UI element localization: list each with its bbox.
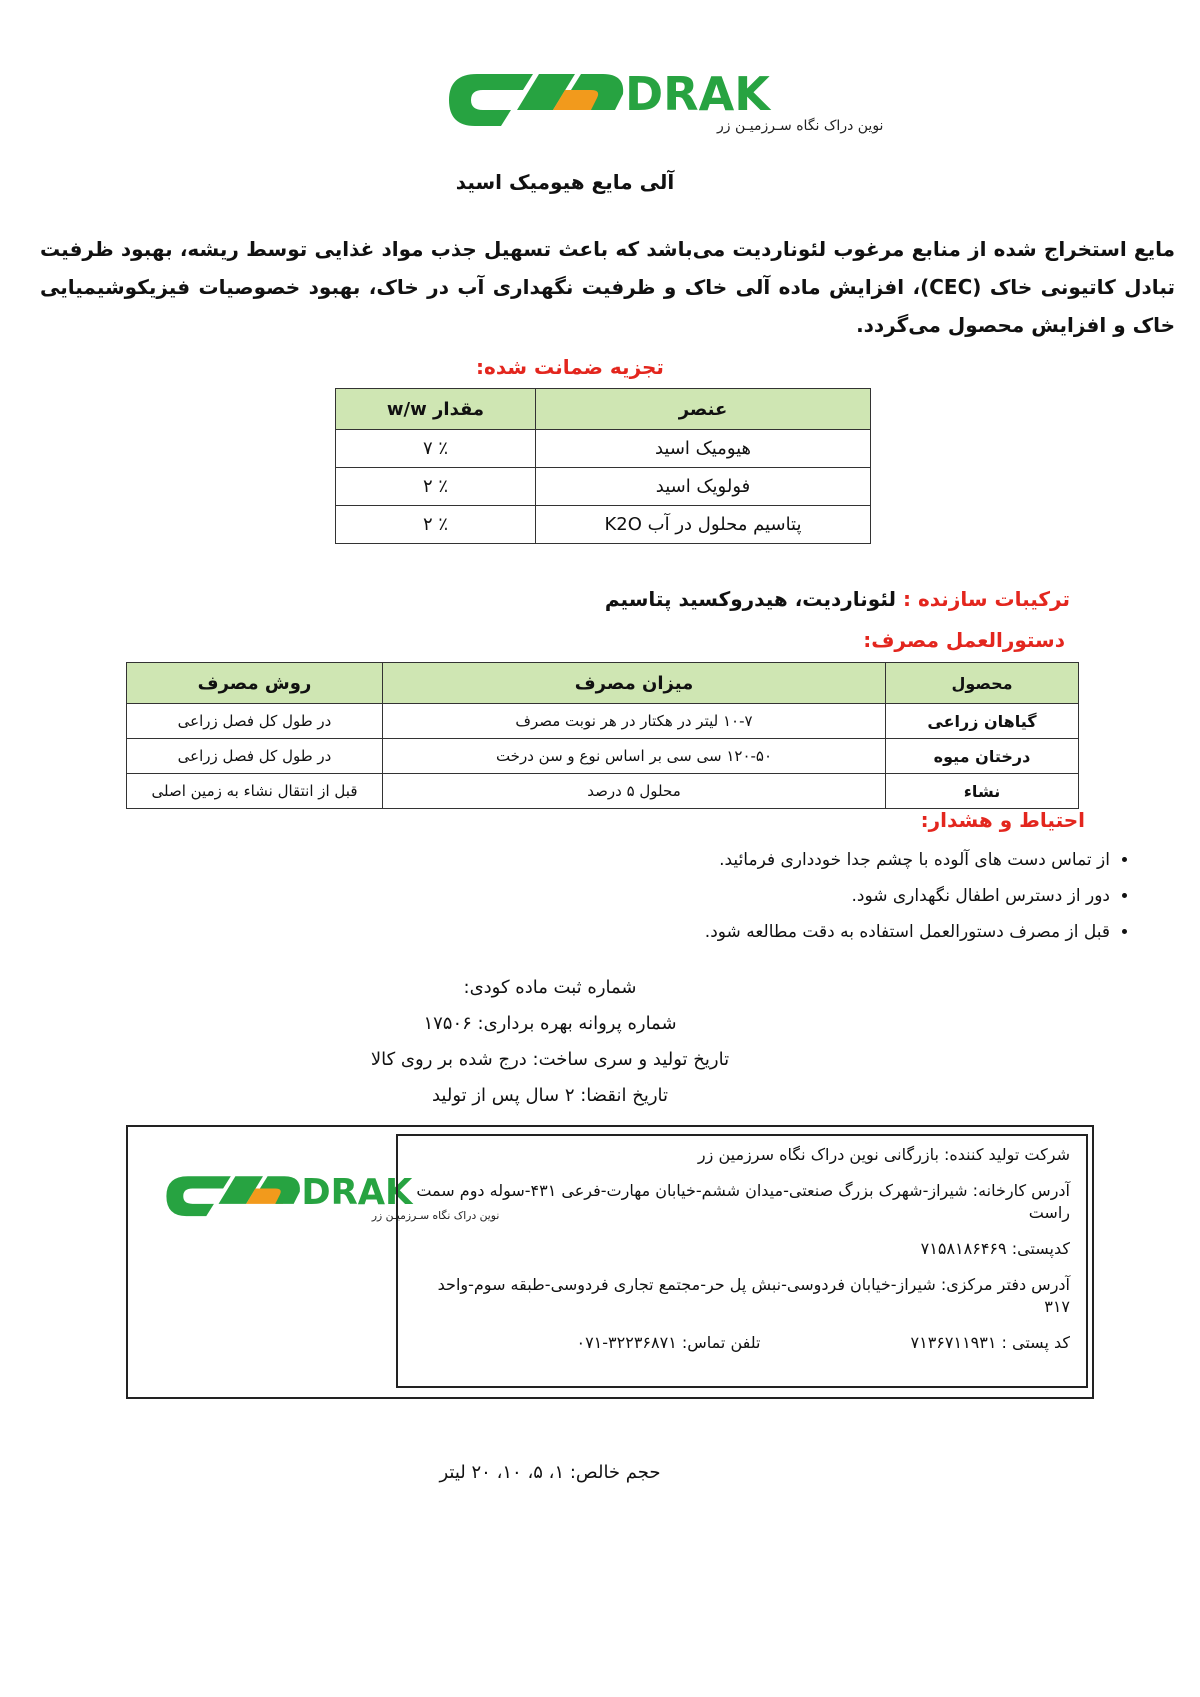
registration-info xyxy=(350,970,750,1114)
table-row xyxy=(336,468,871,506)
logo-wordmark-small: DRAK xyxy=(301,1171,413,1213)
contact-row xyxy=(414,1332,1070,1354)
office-postal-code: کد پستی : ۷۱۳۶۷۱۱۹۳۱ xyxy=(910,1333,1070,1352)
logo-wordmark: DRAK xyxy=(625,67,770,121)
table-row xyxy=(127,774,1079,809)
analysis-element: فولویک اسید xyxy=(536,468,871,506)
usage-header-rate: میزان مصرف xyxy=(383,663,886,704)
fertilizer-registration: شماره ثبت ماده کودی: xyxy=(463,977,637,998)
analysis-element: پتاسیم محلول در آب K2O xyxy=(536,506,871,544)
usage-header-product: محصول xyxy=(886,663,1079,704)
product-description: مایع استخراج شده از منابع مرغوب لئوناردیت می‌باشد که باعث تسهیل جذب مواد غذایی توسط ریشه، بهبود ظرفیت تبادل کاتیونی خاک (CEC)، افزایش ماده آلی خاک و ظرفیت نگهداری آب در خاک، بهبود خصوصیات فیزیکوشیمیایی خاک و افزایش محصول می‌گردد. xyxy=(40,237,1175,337)
table-row xyxy=(336,430,871,468)
composition-line xyxy=(300,587,1070,611)
usage-rate: ۱۲۰-۵۰ سی سی بر اساس نوع و سن درخت xyxy=(383,739,886,774)
usage-method: در طول کل فصل زراعی xyxy=(127,704,383,739)
company-logo-small xyxy=(148,1165,500,1235)
usage-product: گیاهان زراعی xyxy=(886,704,1079,739)
office-address: آدرس دفتر مرکزی: شیراز-خیابان فردوسی-نبش پل حر-مجتمع تجاری فردوسی-طبقه سوم-واحد ۳۱۷ xyxy=(437,1275,1070,1316)
analysis-element: هیومیک اسید xyxy=(536,430,871,468)
usage-table xyxy=(126,662,1079,809)
usage-heading: دستورالعمل مصرف: xyxy=(863,628,1065,652)
warnings-heading: احتیاط و هشدار: xyxy=(920,808,1085,832)
analysis-header-row xyxy=(336,389,871,430)
producer-name: شرکت تولید کننده: بازرگانی نوین دراک نگاه سرزمین زر xyxy=(697,1145,1070,1164)
usage-method: قبل از انتقال نشاء به زمین اصلی xyxy=(127,774,383,809)
usage-rate: ۱۰-۷ لیتر در هکتار در هر نوبت مصرف xyxy=(383,704,886,739)
logo-tagline-small: نوین دراک نگاه سـرزمیـن زر xyxy=(371,1209,500,1223)
usage-header-method: روش مصرف xyxy=(127,663,383,704)
usage-rate: محلول ۵ درصد xyxy=(383,774,886,809)
factory-postal-code: کدپستی: ۷۱۵۸۱۸۶۴۶۹ xyxy=(920,1239,1070,1258)
company-logo xyxy=(425,60,884,150)
logo-tagline: نوین دراک نگاه سـرزمیـن زر xyxy=(717,118,884,134)
analysis-heading: تجزیه ضمانت شده: xyxy=(476,355,664,379)
net-volume: حجم خالص: ۱، ۵، ۱۰، ۲۰ لیتر xyxy=(439,1462,661,1483)
analysis-amount: ٪ ۷ xyxy=(336,430,536,468)
license-number: شماره پروانه بهره برداری: ۱۷۵۰۶ xyxy=(423,1013,677,1034)
product-title: آلی مایع هیومیک اسید xyxy=(455,170,675,194)
usage-product: نشاء xyxy=(886,774,1079,809)
drak-logo-graphic-small xyxy=(148,1165,500,1235)
warnings-list xyxy=(500,845,1132,953)
production-date: تاریخ تولید و سری ساخت: درج شده بر روی کالا xyxy=(370,1049,730,1070)
usage-product: درختان میوه xyxy=(886,739,1079,774)
factory-address: آدرس کارخانه: شیراز-شهرک بزرگ صنعتی-میدان ششم-خیابان مهارت-فرعی ۴۳۱-سوله دوم سمت راست xyxy=(416,1181,1070,1222)
usage-header-row xyxy=(127,663,1079,704)
list-item: • از تماس دست های آلوده با چشم جدا خودداری فرمائید. xyxy=(500,845,1110,881)
list-item: • قبل از مصرف دستورالعمل استفاده به دقت مطالعه شود. xyxy=(500,917,1110,953)
table-row xyxy=(127,704,1079,739)
phone-number: تلفن تماس: ۳۲۲۳۶۸۷۱-۰۷۱ xyxy=(576,1333,761,1352)
composition-value: لئوناردیت، هیدروکسید پتاسیم xyxy=(604,587,897,611)
analysis-table xyxy=(335,388,871,544)
company-info-box xyxy=(396,1134,1088,1388)
list-item: • دور از دسترس اطفال نگهداری شود. xyxy=(500,881,1110,917)
composition-label: ترکیبات سازنده : xyxy=(902,587,1070,611)
analysis-amount: ٪ ۲ xyxy=(336,506,536,544)
expiry-date: تاریخ انقضا: ۲ سال پس از تولید xyxy=(431,1085,669,1106)
usage-method: در طول کل فصل زراعی xyxy=(127,739,383,774)
analysis-header-amount: مقدار w/w xyxy=(336,389,536,430)
analysis-header-element: عنصر xyxy=(536,389,871,430)
drak-logo-graphic xyxy=(425,60,884,150)
table-row xyxy=(336,506,871,544)
table-row xyxy=(127,739,1079,774)
contact-gap xyxy=(761,1332,911,1354)
analysis-amount: ٪ ۲ xyxy=(336,468,536,506)
